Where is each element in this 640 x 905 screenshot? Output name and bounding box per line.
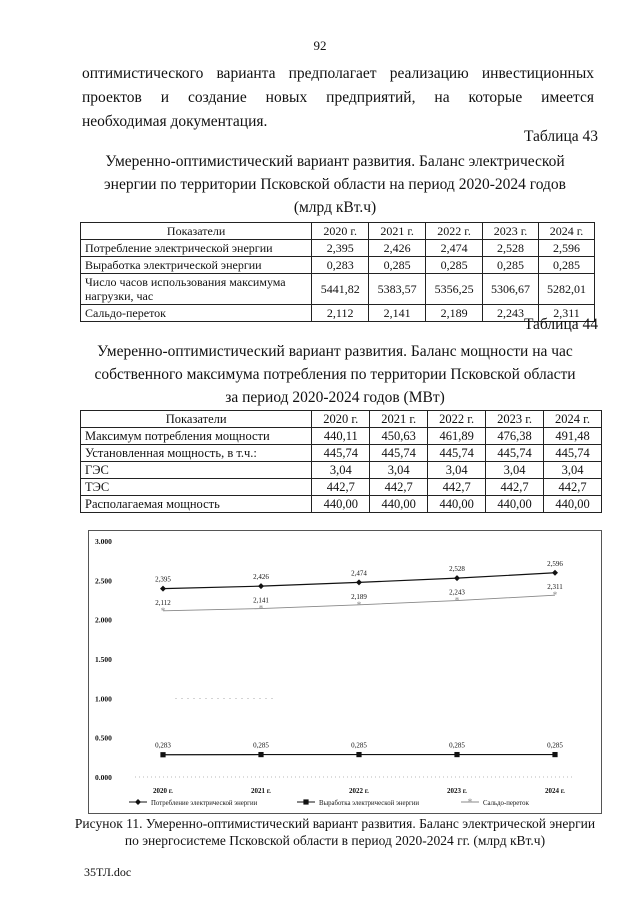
table-cell: 0,285: [369, 257, 426, 274]
table-43-title-line: (млрд кВт.ч): [293, 199, 377, 216]
legend-label: Сальдо-переток: [483, 800, 529, 807]
table-cell: 0,283: [312, 257, 369, 274]
table-cell: 442,7: [370, 479, 428, 496]
y-tick-label: 3.000: [95, 537, 112, 546]
intro-paragraph: [82, 62, 594, 134]
row-label: Сальдо-переток: [81, 305, 312, 322]
data-point: [160, 586, 166, 592]
row-label: ТЭС: [81, 479, 312, 496]
table-43-title-line: Умеренно-оптимистический вариант развития. Баланс электрической: [105, 153, 565, 170]
legend-label: Потребление электрической энергии: [151, 800, 258, 807]
column-header: 2021 г.: [370, 411, 428, 428]
data-label: 2,395: [155, 575, 171, 584]
table-row: [81, 479, 602, 496]
table-44-number: Таблица 44: [523, 316, 598, 333]
table-cell: 3,04: [370, 462, 428, 479]
intro-line: проектов и создание новых предприятий, на которые имеется: [82, 89, 594, 106]
column-header: Показатели: [81, 223, 312, 240]
legend-marker: [303, 799, 308, 804]
table-cell: 2,311: [538, 305, 594, 322]
table-row: [81, 445, 602, 462]
legend-marker: *: [467, 797, 473, 807]
data-point: [356, 752, 361, 757]
table-cell: 445,74: [370, 445, 428, 462]
table-header-row: [81, 223, 595, 240]
legend-marker: [135, 799, 141, 805]
table-header-row: [81, 411, 602, 428]
table-cell: 445,74: [544, 445, 602, 462]
table-cell: 3,04: [544, 462, 602, 479]
page-number: 92: [313, 38, 327, 53]
y-tick-label: 0.000: [95, 773, 112, 782]
y-tick-label: 1.000: [95, 694, 112, 704]
figure-caption: [70, 815, 600, 849]
row-label: Максимум потребления мощности: [81, 428, 312, 445]
row-label: Выработка электрической энергии: [81, 257, 312, 274]
table-cell: 3,04: [428, 462, 486, 479]
table-44: [80, 410, 602, 513]
data-label: 2,474: [351, 569, 367, 578]
table-44-title-line: Умеренно-оптимистический вариант развития. Баланс мощности на час: [97, 343, 573, 360]
data-point: [258, 752, 263, 757]
table-43: [80, 222, 595, 322]
table-cell: 2,112: [312, 305, 369, 322]
table-cell: 2,474: [426, 240, 483, 257]
table-cell: 5356,25: [426, 274, 483, 305]
table-row: [81, 305, 595, 322]
row-label: ГЭС: [81, 462, 312, 479]
data-label: 2,112: [155, 598, 171, 607]
table-cell: 440,00: [370, 496, 428, 513]
table-row: [81, 257, 595, 274]
table-cell: 2,243: [483, 305, 539, 322]
data-label: 0,285: [253, 741, 269, 750]
table-cell: 440,00: [312, 496, 370, 513]
table-cell: 3,04: [312, 462, 370, 479]
row-label: Располагаемая мощность: [81, 496, 312, 513]
data-label: 2,311: [547, 583, 563, 592]
column-header: 2020 г.: [312, 223, 369, 240]
data-label: 0,285: [547, 741, 563, 750]
caption-line: Рисунок 11. Умеренно-оптимистический вариант развития. Баланс электрической энергии: [74, 816, 596, 831]
table-row: [81, 274, 595, 305]
row-label: Установленная мощность, в т.ч.:: [81, 445, 312, 462]
x-tick-label: 2022 г.: [349, 787, 369, 795]
table-44-title-line: за период 2020-2024 годов (МВт): [225, 389, 445, 406]
column-header: 2024 г.: [538, 223, 594, 240]
table-row: [81, 428, 602, 445]
data-point: [552, 752, 557, 757]
table-cell: 0,285: [538, 257, 594, 274]
table-cell: 440,00: [544, 496, 602, 513]
table-cell: 445,74: [486, 445, 544, 462]
data-label: 2,189: [351, 592, 367, 601]
table-row: [81, 462, 602, 479]
data-label: 0,285: [449, 741, 465, 750]
column-header: 2021 г.: [369, 223, 426, 240]
data-label: 2,596: [547, 559, 563, 568]
caption-line: по энергосистеме Псковской области в период 2020-2024 гг. (млрд кВт.ч): [124, 833, 546, 848]
table-row: [81, 496, 602, 513]
column-header: Показатели: [81, 411, 312, 428]
table-cell: 2,528: [483, 240, 539, 257]
table-cell: 2,596: [538, 240, 594, 257]
table-cell: 461,89: [428, 428, 486, 445]
row-label: Число часов использования максимума нагрузки, час: [81, 274, 312, 305]
data-point: [356, 579, 362, 585]
column-header: 2022 г.: [426, 223, 483, 240]
row-label: Потребление электрической энергии: [81, 240, 312, 257]
data-point: [454, 752, 459, 757]
table-43-title-line: энергии по территории Псковской области на период 2020-2024 годов: [104, 176, 566, 193]
data-point: [258, 583, 264, 589]
table-cell: 2,426: [369, 240, 426, 257]
column-header: 2024 г.: [544, 411, 602, 428]
data-point: [160, 752, 165, 757]
table-cell: 5282,01: [538, 274, 594, 305]
data-label: 0,285: [351, 741, 367, 750]
data-point: [552, 570, 558, 576]
data-point: *: [454, 595, 460, 606]
chart-canvas: [89, 531, 601, 813]
table-cell: 476,38: [486, 428, 544, 445]
energy-balance-chart: [88, 530, 602, 814]
table-cell: 2,141: [369, 305, 426, 322]
y-tick-label: 2.000: [95, 615, 112, 625]
table-cell: 442,7: [312, 479, 370, 496]
y-tick-label: 0.500: [95, 733, 112, 743]
table-43-number: Таблица 43: [523, 128, 598, 145]
data-point: *: [258, 603, 264, 614]
column-header: 2023 г.: [483, 223, 539, 240]
x-tick-label: 2021 г.: [251, 787, 271, 795]
x-tick-label: 2024 г.: [545, 787, 565, 795]
table-44-title-line: собственного максимума потребления по территории Псковской области: [94, 366, 576, 383]
table-cell: 442,7: [486, 479, 544, 496]
data-label: 2,528: [449, 565, 465, 574]
table-cell: 445,74: [428, 445, 486, 462]
x-tick-label: 2023 г.: [447, 787, 467, 795]
table-43-title: [70, 150, 600, 219]
y-tick-label: 1.500: [95, 655, 112, 664]
table-cell: 5383,57: [369, 274, 426, 305]
column-header: 2022 г.: [428, 411, 486, 428]
table-cell: 442,7: [544, 479, 602, 496]
table-44-title: [70, 340, 600, 409]
column-header: 2020 г.: [312, 411, 370, 428]
table-cell: 0,285: [426, 257, 483, 274]
intro-line: оптимистического варианта предполагает реализацию инвестиционных: [82, 65, 594, 82]
data-label: 0,283: [155, 741, 171, 750]
data-point: *: [552, 590, 558, 601]
data-label: 2,426: [253, 573, 269, 582]
data-label: 2,243: [449, 588, 465, 597]
column-header: 2023 г.: [486, 411, 544, 428]
table-cell: 442,7: [428, 479, 486, 496]
table-cell: 3,04: [486, 462, 544, 479]
table-cell: 491,48: [544, 428, 602, 445]
file-name-footer: 35ТЛ.doc: [84, 865, 132, 879]
data-point: *: [356, 599, 362, 610]
legend-label: Выработка электрической энергии: [319, 800, 420, 807]
table-cell: 450,63: [370, 428, 428, 445]
table-cell: 2,189: [426, 305, 483, 322]
x-tick-label: 2020 г.: [153, 787, 173, 795]
table-cell: 2,395: [312, 240, 369, 257]
intro-line: необходимая документация.: [82, 113, 268, 130]
table-cell: 440,00: [486, 496, 544, 513]
table-row: [81, 240, 595, 257]
table-cell: 440,00: [428, 496, 486, 513]
data-label: 2,141: [253, 596, 269, 605]
table-cell: 445,74: [312, 445, 370, 462]
table-cell: 5441,82: [312, 274, 369, 305]
table-cell: 440,11: [312, 428, 370, 445]
table-cell: 0,285: [483, 257, 539, 274]
data-point: *: [160, 605, 166, 616]
y-tick-label: 2.500: [95, 576, 112, 586]
table-cell: 5306,67: [483, 274, 539, 305]
data-point: [454, 575, 460, 581]
